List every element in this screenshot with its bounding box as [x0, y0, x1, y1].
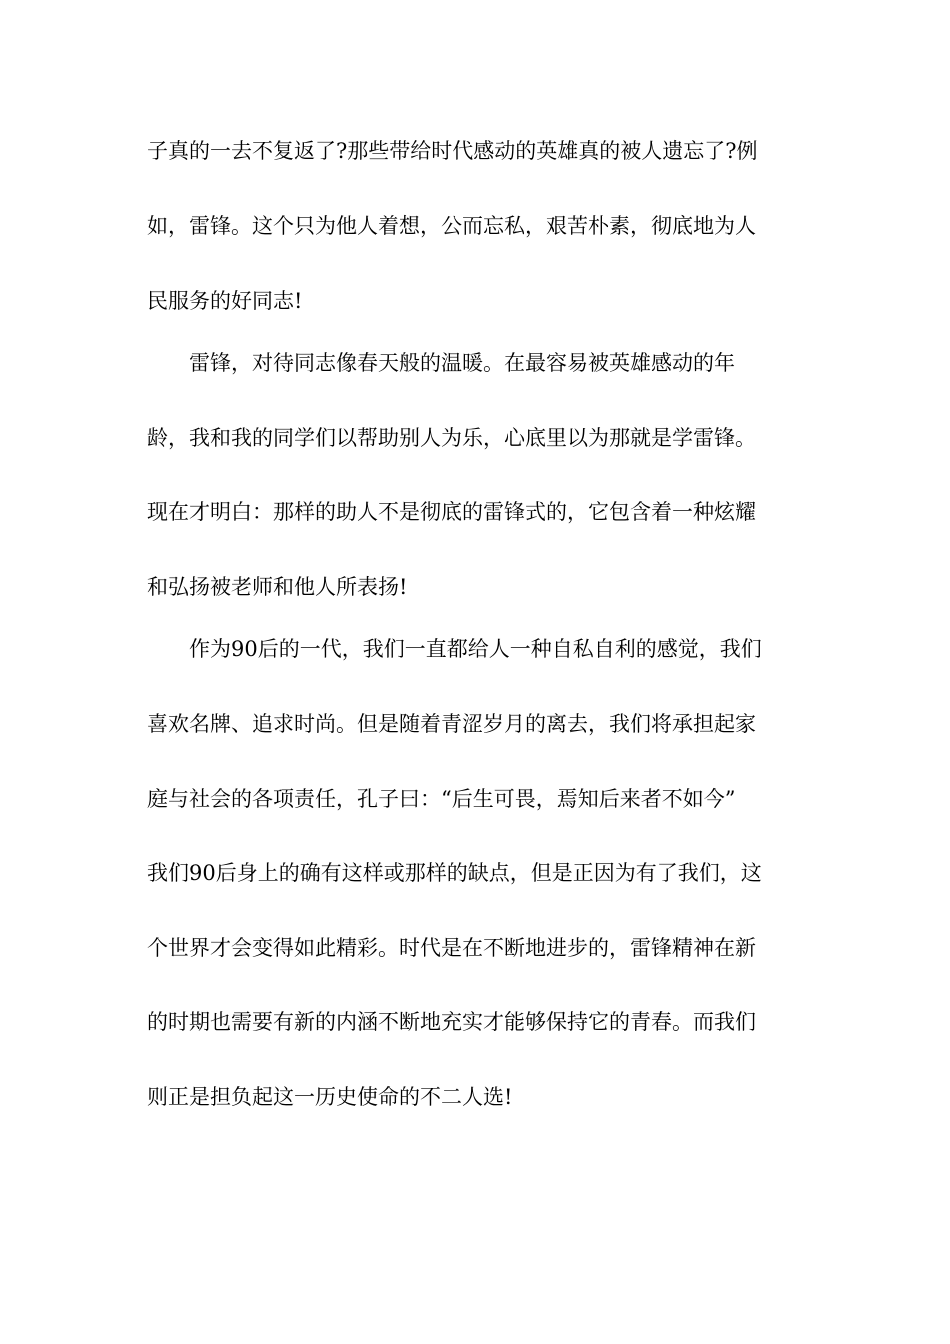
text-line-2: 如，雷锋。这个只为他人着想，公而忘私，艰苦朴素，彻底地为人 [147, 214, 756, 238]
text-line-6: 现在才明白：那样的助人不是彻底的雷锋式的，它包含着一种炫耀 [147, 500, 756, 524]
text-line-12: 个世界才会变得如此精彩。时代是在不断地进步的，雷锋精神在新 [147, 936, 756, 960]
text-line-5: 龄，我和我的同学们以帮助别人为乐，心底里以为那就是学雷锋。 [147, 426, 756, 450]
text-line-9: 喜欢名牌、追求时尚。但是随着青涩岁月的离去，我们将承担起家 [147, 712, 756, 736]
text-line-8: 作为90后的一代，我们一直都给人一种自私自利的感觉，我们 [189, 637, 762, 661]
text-line-10: 庭与社会的各项责任，孔子曰：“后生可畏，焉知后来者不如今” [147, 787, 736, 811]
text-line-13: 的时期也需要有新的内涵不断地充实才能够保持它的青春。而我们 [147, 1010, 756, 1034]
text-line-1: 子真的一去不复返了?那些带给时代感动的英雄真的被人遗忘了?例 [147, 139, 758, 163]
text-line-7: 和弘扬被老师和他人所表扬! [147, 575, 408, 599]
text-line-11: 我们90后身上的确有这样或那样的缺点，但是正因为有了我们，这 [147, 861, 762, 885]
text-line-14: 则正是担负起这一历史使命的不二人选! [147, 1085, 513, 1109]
text-line-4: 雷锋，对待同志像春天般的温暖。在最容易被英雄感动的年 [189, 351, 735, 375]
text-line-3: 民服务的好同志! [147, 289, 303, 313]
